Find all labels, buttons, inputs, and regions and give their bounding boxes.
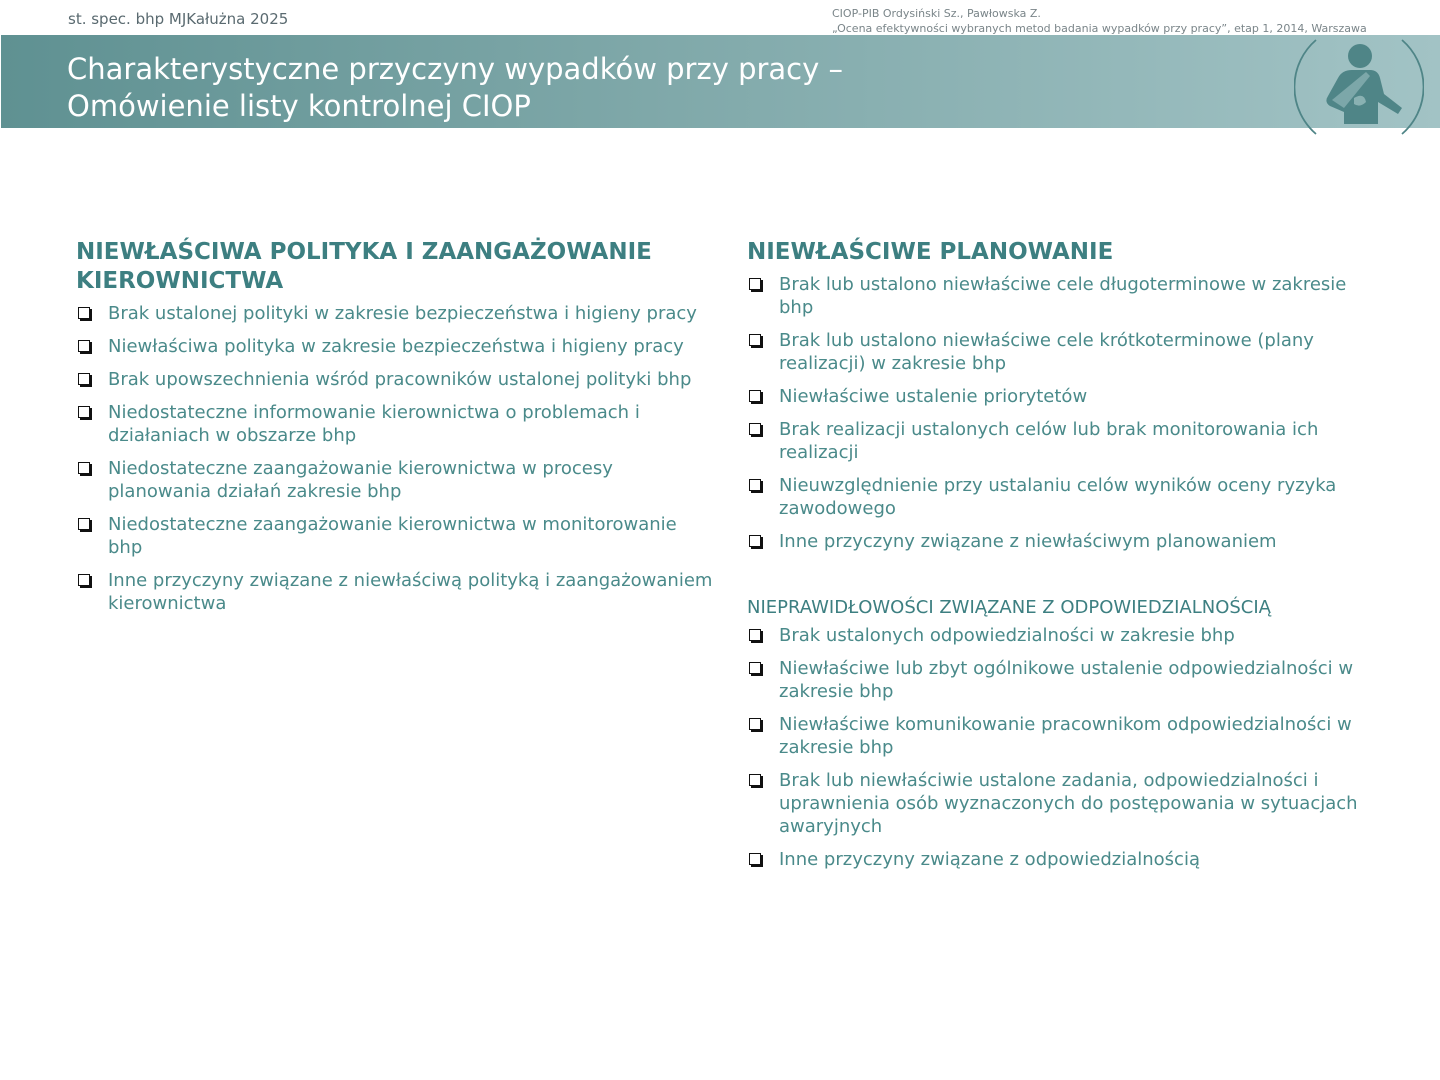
checklist-item <box>747 769 1377 838</box>
source-citation <box>832 6 1367 36</box>
section-spacer <box>747 563 1377 596</box>
checklist-item <box>76 457 716 503</box>
checklist-item <box>747 713 1377 759</box>
checklist-item-text: Niewłaściwe komunikowanie pracownikom odpowiedzialności w zakresie bhp <box>779 714 1352 758</box>
checklist-item <box>76 335 716 358</box>
checkbox-bullet-icon <box>78 518 90 530</box>
checklist-item <box>76 513 716 559</box>
checkbox-bullet-icon <box>749 629 761 641</box>
checklist-item-text: Inne przyczyny związane z odpowiedzialnością <box>779 849 1200 870</box>
checklist-item-text: Brak lub ustalono niewłaściwe cele długoterminowe w zakresie bhp <box>779 274 1347 318</box>
checklist-item <box>747 474 1377 520</box>
checklist-item-text: Inne przyczyny związane z niewłaściwą polityką i zaangażowaniem kierownictwa <box>108 570 713 614</box>
slide-title <box>67 51 843 125</box>
checkbox-bullet-icon <box>749 278 761 290</box>
checklist-item-text: Brak realizacji ustalonych celów lub brak monitorowania ich realizacji <box>779 419 1319 463</box>
checkbox-bullet-icon <box>749 334 761 346</box>
checklist-item-text: Niedostateczne zaangażowanie kierownictwa w procesy planowania działań zakresie bhp <box>108 458 613 502</box>
checkbox-bullet-icon <box>749 718 761 730</box>
checklist-item-text: Brak ustalonej polityki w zakresie bezpieczeństwa i higieny pracy <box>108 303 697 324</box>
checklist-item-text: Niewłaściwe ustalenie priorytetów <box>779 386 1088 407</box>
checklist-item <box>747 329 1377 375</box>
management-policy-checklist <box>76 302 716 615</box>
checklist-item-text: Brak lub niewłaściwie ustalone zadania, odpowiedzialności i uprawnienia osób wyznaczonych do postępowania w sytuacjach awaryjnych <box>779 770 1358 837</box>
checkbox-bullet-icon <box>78 340 90 352</box>
checklist-item <box>747 624 1377 647</box>
checklist-item <box>76 368 716 391</box>
checklist-item <box>747 657 1377 703</box>
section-heading: NIEPRAWIDŁOWOŚCI ZWIĄZANE Z ODPOWIEDZIALNOŚCIĄ <box>747 597 1271 618</box>
planning-section <box>747 238 1377 553</box>
management-policy-section <box>76 238 716 625</box>
slide-title-line-2: Omówienie listy kontrolnej CIOP <box>67 89 531 123</box>
planning-checklist <box>747 273 1377 553</box>
checklist-item-text: Nieuwzględnienie przy ustalaniu celów wyników oceny ryzyka zawodowego <box>779 475 1337 519</box>
checklist-item <box>76 569 716 615</box>
checklist-item-text: Niedostateczne informowanie kierownictwa o problemach i działaniach w obszarze bhp <box>108 402 640 446</box>
right-column <box>747 238 1377 881</box>
checkbox-bullet-icon <box>749 390 761 402</box>
checklist-item-text: Brak lub ustalono niewłaściwe cele krótkoterminowe (plany realizacji) w zakresie bhp <box>779 330 1314 374</box>
checklist-item <box>76 401 716 447</box>
checklist-item <box>747 273 1377 319</box>
citation-title: „Ocena efektywności wybranych metod badania wypadków przy pracy”, etap 1, 2014, Warszawa <box>832 22 1367 35</box>
checklist-item <box>747 385 1377 408</box>
checkbox-bullet-icon <box>749 774 761 786</box>
title-banner <box>1 35 1440 128</box>
checkbox-bullet-icon <box>78 462 90 474</box>
checkbox-bullet-icon <box>749 479 761 491</box>
checkbox-bullet-icon <box>78 307 90 319</box>
checklist-item-text: Niewłaściwe lub zbyt ogólnikowe ustalenie odpowiedzialności w zakresie bhp <box>779 658 1354 702</box>
checklist-item-text: Inne przyczyny związane z niewłaściwym planowaniem <box>779 531 1277 552</box>
checklist-item-text: Brak upowszechnienia wśród pracowników ustalonej polityki bhp <box>108 369 692 390</box>
checklist-item-text: Niewłaściwa polityka w zakresie bezpieczeństwa i higieny pracy <box>108 336 684 357</box>
author-note: st. spec. bhp MJKałużna 2025 <box>68 10 289 28</box>
checkbox-bullet-icon <box>749 423 761 435</box>
checkbox-bullet-icon <box>78 406 90 418</box>
responsibility-section <box>747 596 1377 871</box>
checkbox-bullet-icon <box>749 535 761 547</box>
checkbox-bullet-icon <box>749 662 761 674</box>
responsibility-checklist <box>747 624 1377 871</box>
slide-title-line-1: Charakterystyczne przyczyny wypadków przy pracy – <box>67 52 844 86</box>
checklist-item <box>747 848 1377 871</box>
section-heading: NIEWŁAŚCIWE PLANOWANIE <box>747 239 1114 265</box>
checkbox-bullet-icon <box>78 574 90 586</box>
checkbox-bullet-icon <box>749 853 761 865</box>
checklist-item-text: Brak ustalonych odpowiedzialności w zakresie bhp <box>779 625 1235 646</box>
injured-person-arm-sling-icon <box>1294 32 1424 142</box>
checkbox-bullet-icon <box>78 373 90 385</box>
checklist-item <box>747 418 1377 464</box>
checklist-item <box>747 530 1377 553</box>
section-heading: NIEWŁAŚCIWA POLITYKA I ZAANGAŻOWANIE KIEROWNICTWA <box>76 239 652 294</box>
checklist-item <box>76 302 716 325</box>
citation-authors: CIOP-PIB Ordysiński Sz., Pawłowska Z. <box>832 7 1041 20</box>
checklist-item-text: Niedostateczne zaangażowanie kierownictwa w monitorowanie bhp <box>108 514 677 558</box>
